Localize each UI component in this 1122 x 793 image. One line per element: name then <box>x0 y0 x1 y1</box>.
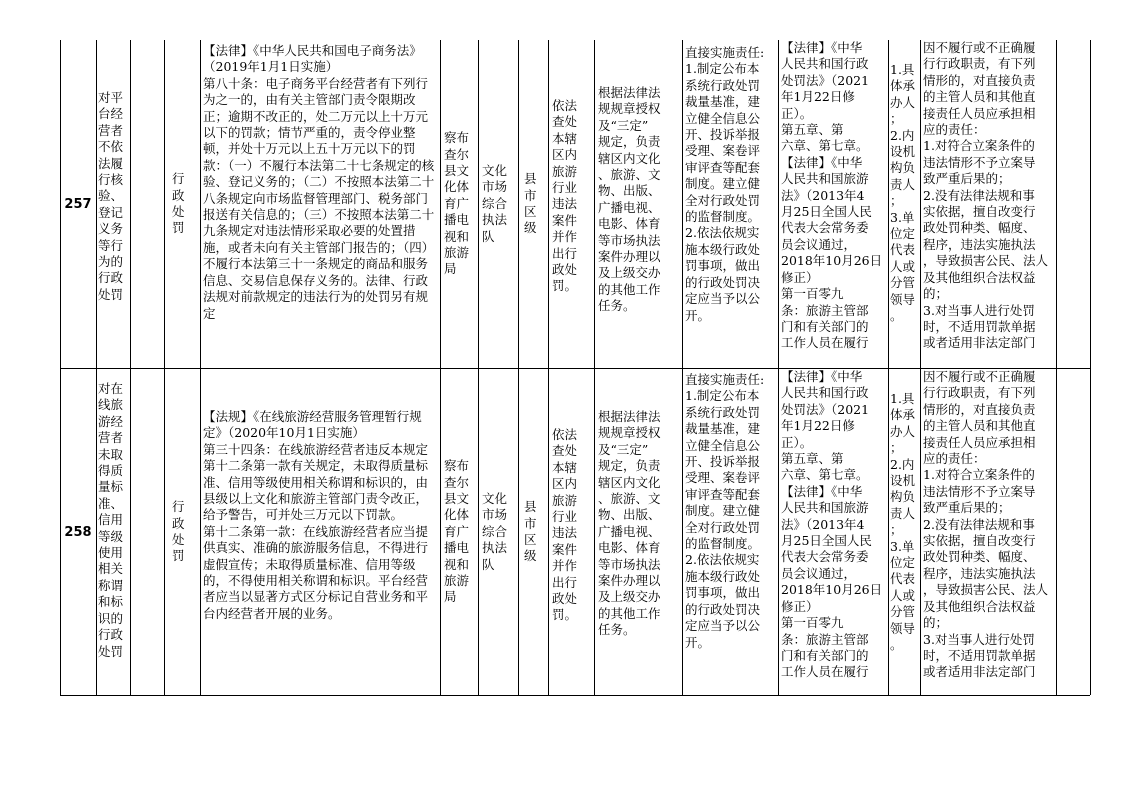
row-number: 258 <box>64 524 92 540</box>
duty-basis: 【法律】《中华 人民共和国行政 处罚法》（2021 年1月22日修 正）。 第五章、第 六章、第七章。 【法律】《中华 人民共和国旅游 法》（2013年4 月25日全国人民 代表大会常务委 员会议通过， 2018年10月26日 修正） 第一百零九 条：旅游主管部 门和有关部门的 工作人员在履行 <box>781 369 883 680</box>
item-name: 对平 台经 营者 不依 法履 行核 验、 登记 义务 等行 为的 行政 处罚 <box>98 90 124 302</box>
undertaking-body: 文化 市场 综合 执法 队 <box>482 162 508 244</box>
table-grid <box>60 40 1090 695</box>
accountability-text: 因不履行或不正确履 行行政职责，有下列 情形的，对直接负责 的主管人员和其他直 接责任人员应承担相 应的责任： 1.对符合立案条件的 违法情形不予立案导 致严重后果的； 2.没有法律法规和事 实依据，擅自改变行 政处罚种类、幅度、 程序，违法实施执法 ，导致损害公民、法人 及其他组织合法权益 的； 3.对当事人进行处罚 时，不适用罚款单据 或者适用非法定部门 <box>923 369 1049 680</box>
implementing-body: 察布 查尔 县文 化体 育广 播电 视和 旅游 局 <box>444 130 470 277</box>
basis-text: 【法律】《中华人民共和国电子商务法》（2019年1月1日实施） 第八十条：电子商务平台经营者有下列行为之一的，由有关主管部门责令限期改正；逾期不改正的，处二万元以上十万元以下的罚款；情节严重的，责令停业整顿，并处十万元以上五十万元以下的罚款：（一）不履行本法第二十七条规定的核验、登记义务的；（二）不按照本法第二十八条规定向市场监督管理部门、税务部门报送有关信息的；（三）不按照本法第二十九条规定对违法情形采取必要的处置措施，或者未向有关主管部门报告的；（四）不履行本法第三十一条规定的商品和服务信息、交易信息保存义务的。法律、行政法规对前款规定的违法行为的处罚另有规定 <box>203 43 435 321</box>
duty-items: 直接实施责任: 1.制定公布本 系统行政处罚 裁量基准，建 立健全信息公 开、投诉举报 受理、案卷评 审评查等配套 制度。建立健 全对行政处罚 的监督制度。 2.依法依规实 施本级行政处 罚事项，做出 的行政处罚决 定应当予以公 开。 <box>685 372 765 650</box>
responsibility-scope: 根据法律法 规规章授权 及“三定” 规定，负责 辖区内文化 、旅游、文 物、出版、 广播电视、 电影、体育 等市场执法 案件办理以 及上级交办 的其他工作 任务。 <box>598 85 661 314</box>
duty-basis: 【法律】《中华 人民共和国行政 处罚法》（2021 年1月22日修 正）。 第五章、第 六章、第七章。 【法律】《中华 人民共和国旅游 法》（2013年4 月25日全国人民 代表大会常务委 员会议通过， 2018年10月26日 修正） 第一百零九 条：旅游主管部 门和有关部门的 工作人员在履行 <box>781 40 883 351</box>
power-content: 依法 查处 本辖 区内 旅游 行业 违法 案件 并作 出行 政处 罚。 <box>552 427 578 623</box>
table-bottom-border <box>60 695 1090 696</box>
basis-text: 【法规】《在线旅游经营服务管理暂行规定》（2020年10月1日实施） 第三十四条：在线旅游经营者违反本规定第十二条第一款有关规定，未取得质量标准、信用等级使用相关称谓和标识的，由县级以上文化和旅游主管部门责令改正，给予警告，可并处三万元以下罚款。 第十二条第一款：在线旅游经营者应当提供真实、准确的旅游服务信息，不得进行虚假宣传；未取得质量标准、信用等级的，不得使用相关称谓和标识。平台经营者应当以显著方式区分标记自营业务和平台内经营者开展的业务。 <box>203 409 429 621</box>
responsibility-scope: 根据法律法 规规章授权 及“三定” 规定，负责 辖区内文化 、旅游、文 物、出版、 广播电视、 电影、体育 等市场执法 案件办理以 及上级交办 的其他工作 任务。 <box>598 409 661 638</box>
row-number: 257 <box>64 196 92 212</box>
execution-level: 县 市 区 级 <box>524 171 537 236</box>
undertaking-body: 文化 市场 综合 执法 队 <box>482 490 508 572</box>
execution-level: 县 市 区 级 <box>524 499 537 564</box>
item-name: 对在 线旅 游经 营者 未取 得质 量标 准、 信用 等级 使用 相关 称谓 和标 识的 行政 处罚 <box>98 381 124 659</box>
power-content: 依法 查处 本辖 区内 旅游 行业 违法 案件 并作 出行 政处 罚。 <box>552 98 578 294</box>
duty-items: 直接实施责任: 1.制定公布本 系统行政处罚 裁量基准，建 立健全信息公 开、投诉举报 受理、案卷评 审评查等配套 制度。建立健 全对行政处罚 的监督制度。 2.依法依规实 施本级行政处 罚事项，做出 的行政处罚决 定应当予以公 开。 <box>685 45 765 323</box>
power-type: 行 政 处 罚 <box>172 171 185 236</box>
responsible-subject: 1.具 体承 办人 ； 2.内 设机 构负 责人 ； 3.单 位定 代表 人或 分管 领导 。 <box>890 391 916 653</box>
responsible-subject: 1.具 体承 办人 ； 2.内 设机 构负 责人 ； 3.单 位定 代表 人或 分管 领导 。 <box>890 62 916 324</box>
accountability-text: 因不履行或不正确履 行行政职责，有下列 情形的，对直接负责 的主管人员和其他直 接责任人员应承担相 应的责任： 1.对符合立案条件的 违法情形不予立案导 致严重后果的； 2.没有法律法规和事 实依据，擅自改变行 政处罚种类、幅度、 程序，违法实施执法 ，导致损害公民、法人 及其他组织合法权益 的； 3.对当事人进行处罚 时，不适用罚款单据 或者适用非法定部门 <box>923 40 1049 351</box>
implementing-body: 察布 查尔 县文 化体 育广 播电 视和 旅游 局 <box>444 458 470 605</box>
power-type: 行 政 处 罚 <box>172 499 185 564</box>
